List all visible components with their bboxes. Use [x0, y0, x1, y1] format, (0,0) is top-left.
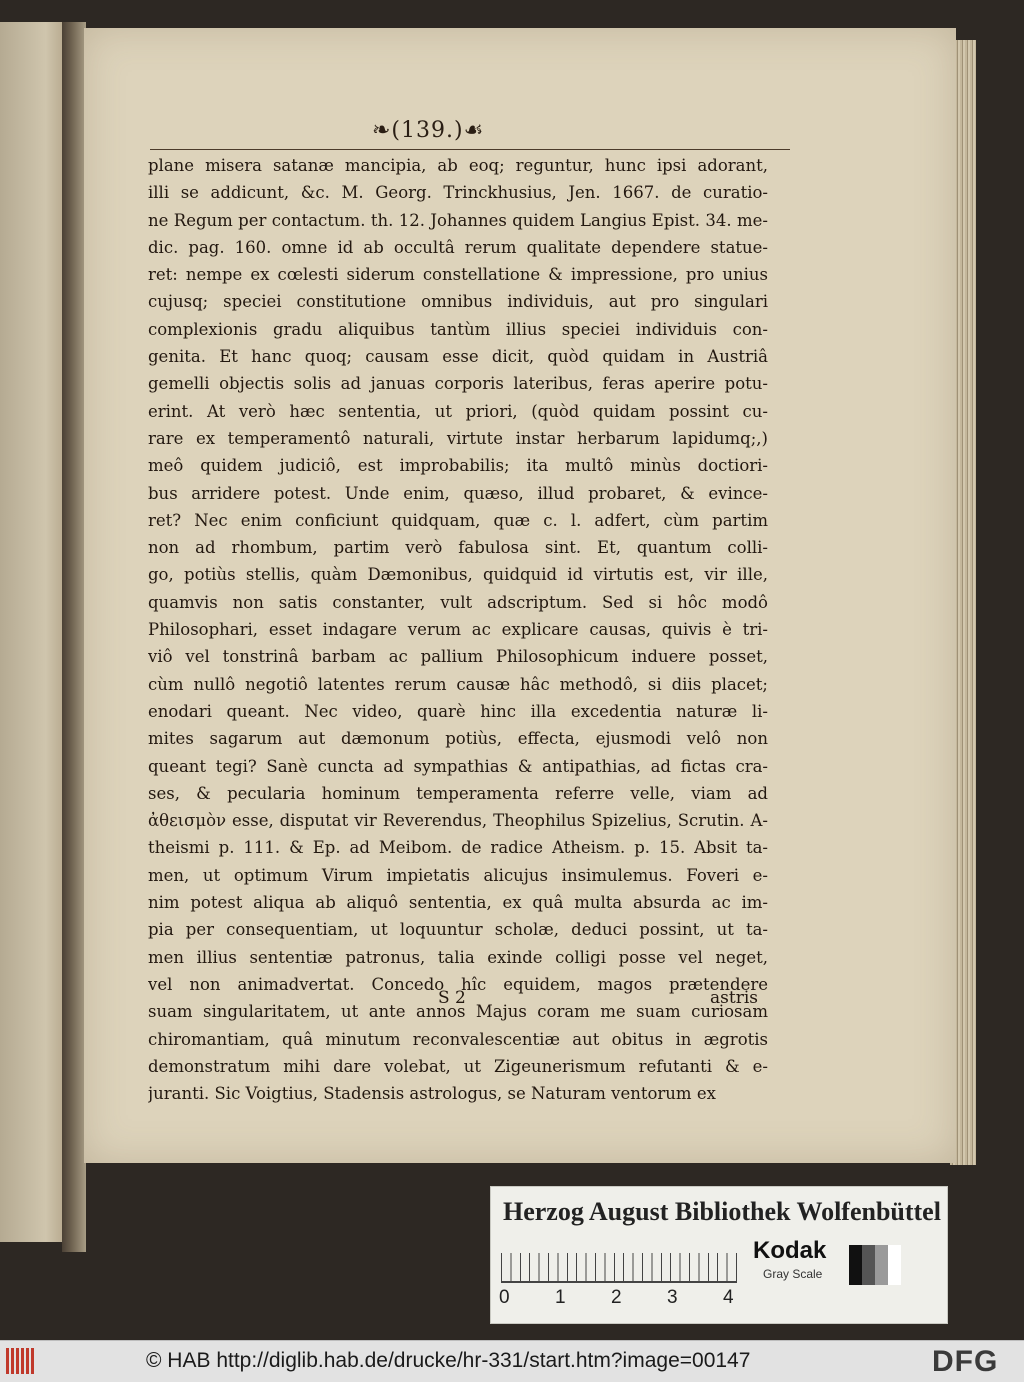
text-line: chiromantiam, quâ minutum reconvalescentiæ aut obitus in ægrotis: [148, 1029, 768, 1049]
gray-patches: [849, 1245, 901, 1285]
header-rule: [150, 149, 790, 150]
text-line: pia per consequentiam, ut loquuntur scholæ, deduci possint, ut ta-: [148, 920, 768, 940]
text-line: genita. Et hanc quoq; causam esse dicit, quòd quidam in Austriâ: [148, 347, 768, 367]
gray-scale-label: Gray Scale: [763, 1267, 823, 1281]
dfg-logo: DFG: [932, 1345, 999, 1378]
catchword: astris: [710, 988, 758, 1008]
text-line: dic. pag. 160. omne id ab occultâ rerum qualitate dependere statue-: [148, 237, 768, 257]
text-line: men, ut optimum Virum impietatis alicujus insimulemus. Foveri e-: [148, 865, 768, 885]
gray-patch: [849, 1245, 862, 1285]
gray-patch: [862, 1245, 875, 1285]
page-text: [148, 152, 768, 1107]
ruler-number: 4: [723, 1287, 734, 1308]
text-line: ret? Nec enim conficiunt quidquam, quæ c. l. adfert, cùm partim: [148, 510, 768, 530]
text-line: bus arridere potest. Unde enim, quæso, illud probaret, & evince-: [148, 483, 768, 503]
ruler-number: 2: [611, 1287, 622, 1308]
library-title: Herzog August Bibliothek Wolfenbüttel: [503, 1197, 941, 1226]
text-line: meô quidem judiciô, est improbabilis; ita multô minùs doctiori-: [148, 456, 768, 476]
text-line: cùm nullô negotiô latentes rerum causæ hâc methodô, si diis placet;: [148, 674, 768, 694]
text-line: viô vel tonstrinâ barbam ac pallium Philosophicum induere posset,: [148, 647, 768, 667]
text-line: theismi p. 111. & Ep. ad Meibom. de radice Atheism. p. 15. Absit ta-: [148, 838, 768, 858]
gray-patch: [888, 1245, 901, 1285]
page-header: ❧(139.)☙: [372, 118, 485, 143]
text-line: plane misera satanæ mancipia, ab eoq; reguntur, hunc ipsi adorant,: [148, 156, 768, 175]
text-line: vel non animadvertat. Concedo hîc equidem, magos prætendere: [148, 974, 768, 994]
text-line: men illius sententiæ patronus, talia exinde colligi posse vel neget,: [148, 947, 768, 967]
text-line: cujusq; speciei constitutione omnibus individuis, aut pro singulari: [148, 292, 768, 312]
text-line: queant tegi? Sanè cuncta ad sympathias & antipathias, ad fictas cra-: [148, 756, 768, 776]
ruler-scale: [501, 1247, 737, 1317]
text-line: nim potest aliqua ab aliquô sententia, ex quâ multa absurda ac im-: [148, 893, 768, 913]
text-line: go, potiùs stellis, quàm Dæmonibus, quidquid id virtutis est, vir ille,: [148, 565, 768, 585]
text-line: quamvis non satis constanter, vult adscriptum. Sed si hôc modô: [148, 592, 768, 612]
text-line: illi se addicunt, &c. M. Georg. Trinckhusius, Jen. 1667. de curatio-: [148, 183, 768, 203]
ruler-base: [501, 1281, 737, 1283]
text-line: enodari queant. Nec video, quarè hinc illa excedentia naturæ li-: [148, 701, 768, 721]
text-line: mites sagarum aut dæmonum potiùs, effecta, ejusmodi velô non: [148, 729, 768, 749]
ruler-number: 1: [555, 1287, 566, 1308]
copyright-link[interactable]: © HAB http://diglib.hab.de/drucke/hr-331/start.htm?image=00147: [146, 1349, 751, 1372]
library-color-card: [490, 1186, 948, 1324]
text-line: Philosophari, esset indagare verum ac explicare causas, quivis è tri-: [148, 620, 768, 640]
status-bar: [0, 1340, 1024, 1382]
text-line: ret: nempe ex cœlesti siderum constellatione & impressione, pro unius: [148, 265, 768, 285]
book-gutter: [62, 22, 86, 1252]
text-line: ses, & pecularia hominum temperamenta referre velle, viam ad: [148, 783, 768, 803]
text-line: suam singularitatem, ut ante annos Majus coram me suam curiosam: [148, 1002, 768, 1022]
barcode-icon: [6, 1348, 36, 1374]
ruler-number: 3: [667, 1287, 678, 1308]
text-line: ne Regum per contactum. th. 12. Johannes quidem Langius Epist. 34. me-: [148, 210, 768, 230]
ruler-number: 0: [499, 1287, 510, 1308]
text-line: demonstratum mihi dare volebat, ut Zigeunerismum refutanti & e-: [148, 1056, 768, 1076]
text-line: erint. At verò hæc sententia, ut priori, (quòd quidam possint cu-: [148, 401, 768, 421]
signature-mark: S 2: [438, 988, 466, 1008]
kodak-logo: Kodak: [753, 1237, 827, 1264]
text-line: complexionis gradu aliquibus tantùm illius speciei individuis con-: [148, 319, 768, 339]
ruler-ticks: [501, 1253, 737, 1281]
gray-patch: [875, 1245, 888, 1285]
text-line: juranti. Sic Voigtius, Stadensis astrologus, se Naturam ventorum ex: [148, 1084, 716, 1104]
text-line: ἀθεισμὸν esse, disputat vir Reverendus, Theophilus Spizelius, Scrutin. A-: [148, 811, 768, 831]
text-line: gemelli objectis solis ad januas corporis lateribus, feras aperire potu-: [148, 374, 768, 394]
text-line: non ad rhombum, partim verò fabulosa sint. Et, quantum colli-: [148, 538, 768, 558]
text-line: rare ex temperamentô naturali, virtute instar herbarum lapidumq;,): [148, 428, 768, 448]
